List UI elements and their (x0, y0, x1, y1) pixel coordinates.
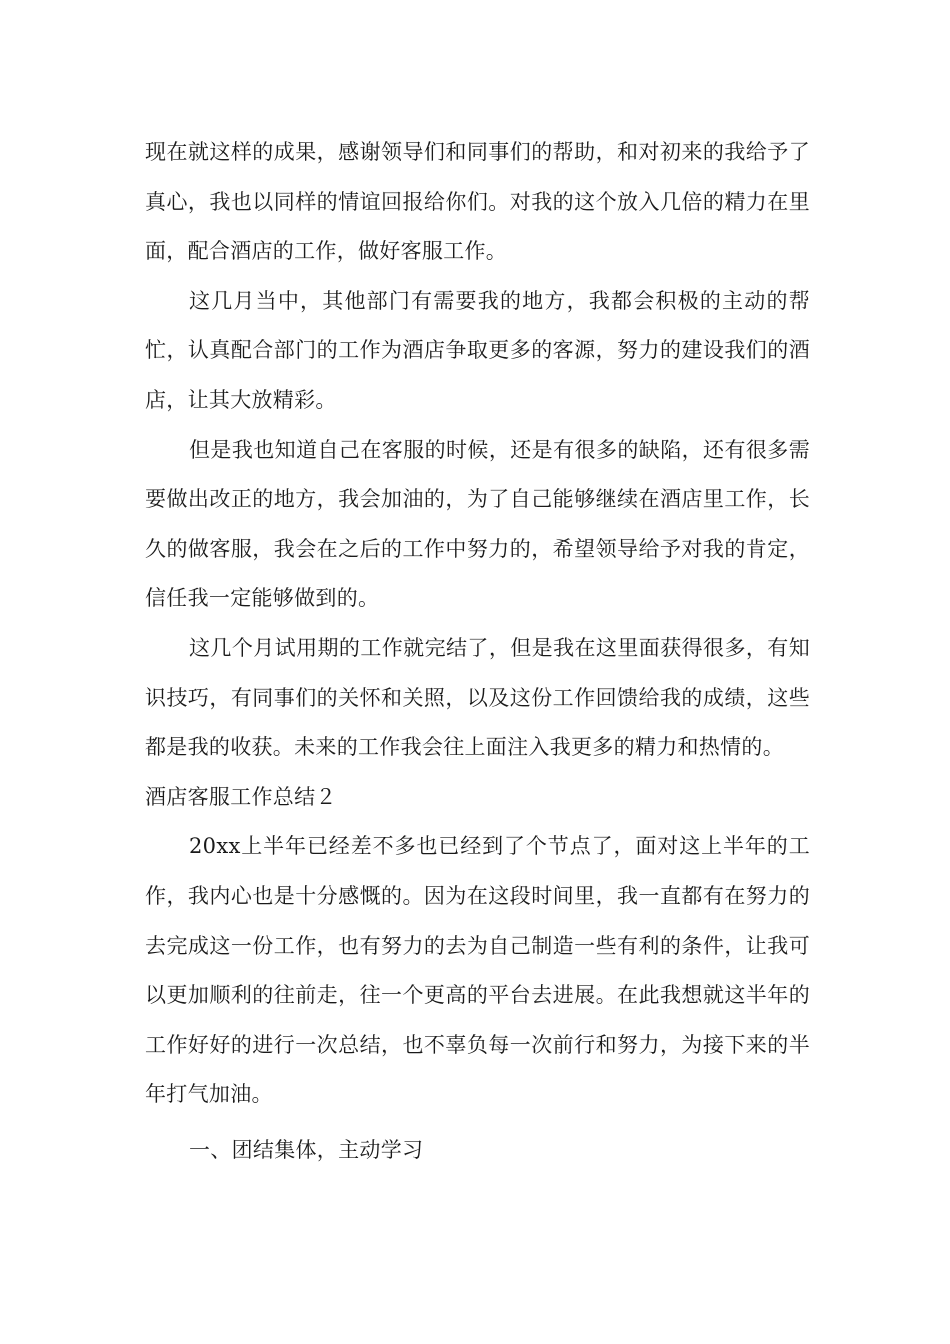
sub-heading: 一、团结集体，主动学习 (189, 1137, 424, 1162)
paragraph: 这几月当中，其他部门有需要我的地方，我都会积极的主动的帮忙，认真配合部门的工作为酒店争取更多的客源，努力的建设我们的酒店，让其大放精彩。 (145, 288, 810, 412)
paragraph: 但是我也知道自己在客服的时候，还是有很多的缺陷，还有很多需要做出改正的地方，我会加油的，为了自己能够继续在酒店里工作，长久的做客服，我会在之后的工作中努力的，希望领导给予对我的肯定，信任我一定能够做到的。 (145, 437, 810, 611)
paragraph: 这几个月试用期的工作就完结了，但是我在这里面获得很多，有知识技巧，有同事们的关怀和关照，以及这份工作回馈给我的成绩，这些都是我的收获。未来的工作我会往上面注入我更多的精力和热情的。 (145, 635, 810, 760)
paragraph-continuation: 现在就这样的成果，感谢领导们和同事们的帮助，和对初来的我给予了真心，我也以同样的情谊回报给你们。对我的这个放入几倍的精力在里面，配合酒店的工作，做好客服工作。 (145, 140, 810, 264)
document-body (145, 128, 810, 1175)
paragraph: 20xx上半年已经差不多也已经到了个节点了，面对这上半年的工作，我内心也是十分感慨的。因为在这段时间里，我一直都有在努力的去完成这一份工作，也有努力的去为自己制造一些有利的条件，让我可以更加顺利的往前走，往一个更高的平台去进展。在此我想就这半年的工作好好的进行一次总结，也不辜负每一次前行和努力，为接下来的半年打气加油。 (145, 834, 810, 1107)
section-title: 酒店客服工作总结２ (145, 784, 337, 809)
